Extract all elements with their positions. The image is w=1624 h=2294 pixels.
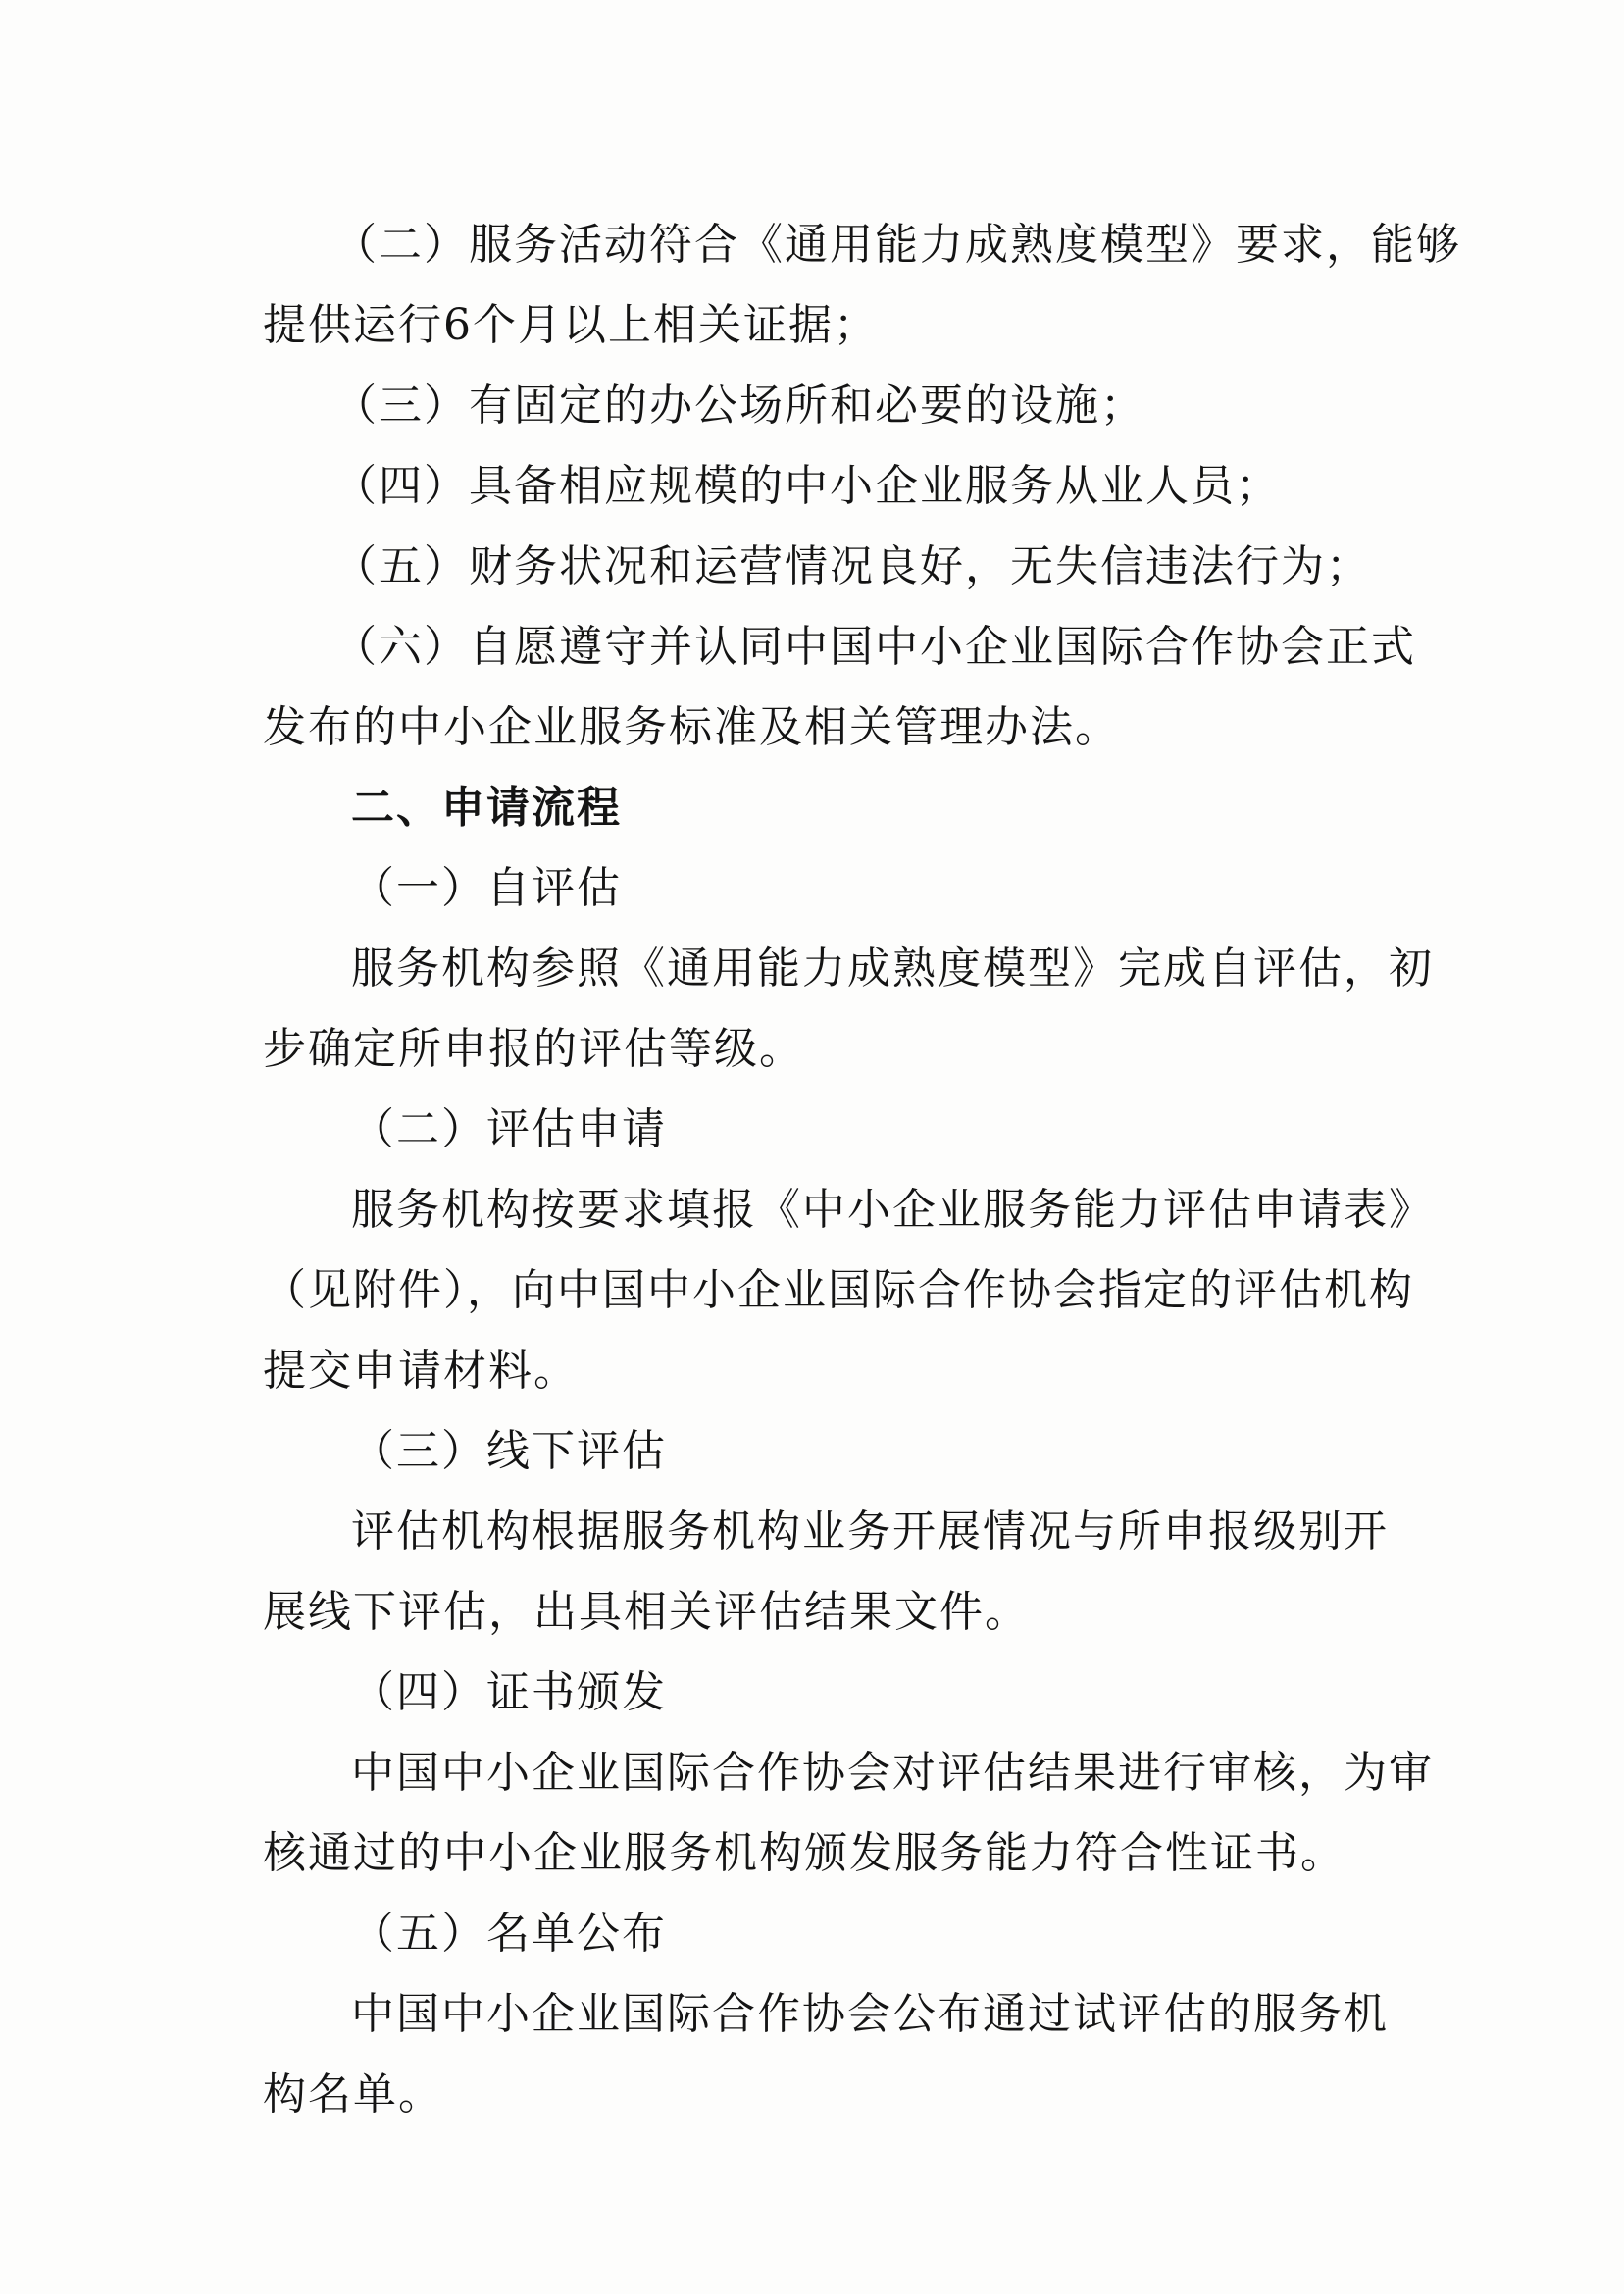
- paragraph-line-criterion-2-cont: 提供运行6个月以上相关证据；: [263, 300, 879, 350]
- paragraph-line-criterion-4: （四）具备相应规模的中小企业服务从业人员；: [333, 461, 1281, 511]
- subheading-certificate-issuance: （四）证书颁发: [351, 1667, 667, 1717]
- paragraph-line-certificate: 中国中小企业国际合作协会对评估结果进行审核，为审: [351, 1748, 1434, 1798]
- paragraph-line-self-assessment-cont: 步确定所申报的评估等级。: [263, 1024, 804, 1074]
- subheading-offline-assessment: （三）线下评估: [351, 1426, 667, 1476]
- paragraph-line-criterion-6-cont: 发布的中小企业服务标准及相关管理办法。: [263, 702, 1120, 752]
- section-heading-application-process: 二、申请流程: [351, 783, 622, 833]
- paragraph-line-publication: 中国中小企业国际合作协会公布通过试评估的服务机: [351, 1989, 1389, 2039]
- paragraph-line-criterion-2: （二）服务活动符合《通用能力成熟度模型》要求，能够: [333, 220, 1461, 270]
- subheading-assessment-application: （二）评估申请: [351, 1104, 667, 1154]
- paragraph-line-criterion-3: （三）有固定的办公场所和必要的设施；: [333, 381, 1145, 431]
- paragraph-line-application-cont-2: 提交申请材料。: [263, 1346, 579, 1396]
- paragraph-line-application-cont-1: （见附件），向中国中小企业国际合作协会指定的评估机构: [263, 1265, 1414, 1315]
- paragraph-line-publication-cont: 构名单。: [263, 2069, 443, 2119]
- paragraph-line-certificate-cont: 核通过的中小企业服务机构颁发服务能力符合性证书。: [263, 1828, 1345, 1878]
- subheading-list-publication: （五）名单公布: [351, 1909, 667, 1959]
- paragraph-line-offline-cont: 展线下评估，出具相关评估结果文件。: [263, 1587, 1030, 1637]
- paragraph-line-application: 服务机构按要求填报《中小企业服务能力评估申请表》: [351, 1185, 1434, 1235]
- subheading-self-assessment: （一）自评估: [351, 863, 622, 913]
- paragraph-line-criterion-6: （六）自愿遵守并认同中国中小企业国际合作协会正式: [333, 622, 1416, 672]
- paragraph-line-self-assessment: 服务机构参照《通用能力成熟度模型》完成自评估，初: [351, 943, 1434, 994]
- paragraph-line-criterion-5: （五）财务状况和运营情况良好，无失信违法行为；: [333, 541, 1371, 591]
- paragraph-line-offline: 评估机构根据服务机构业务开展情况与所申报级别开: [351, 1506, 1389, 1556]
